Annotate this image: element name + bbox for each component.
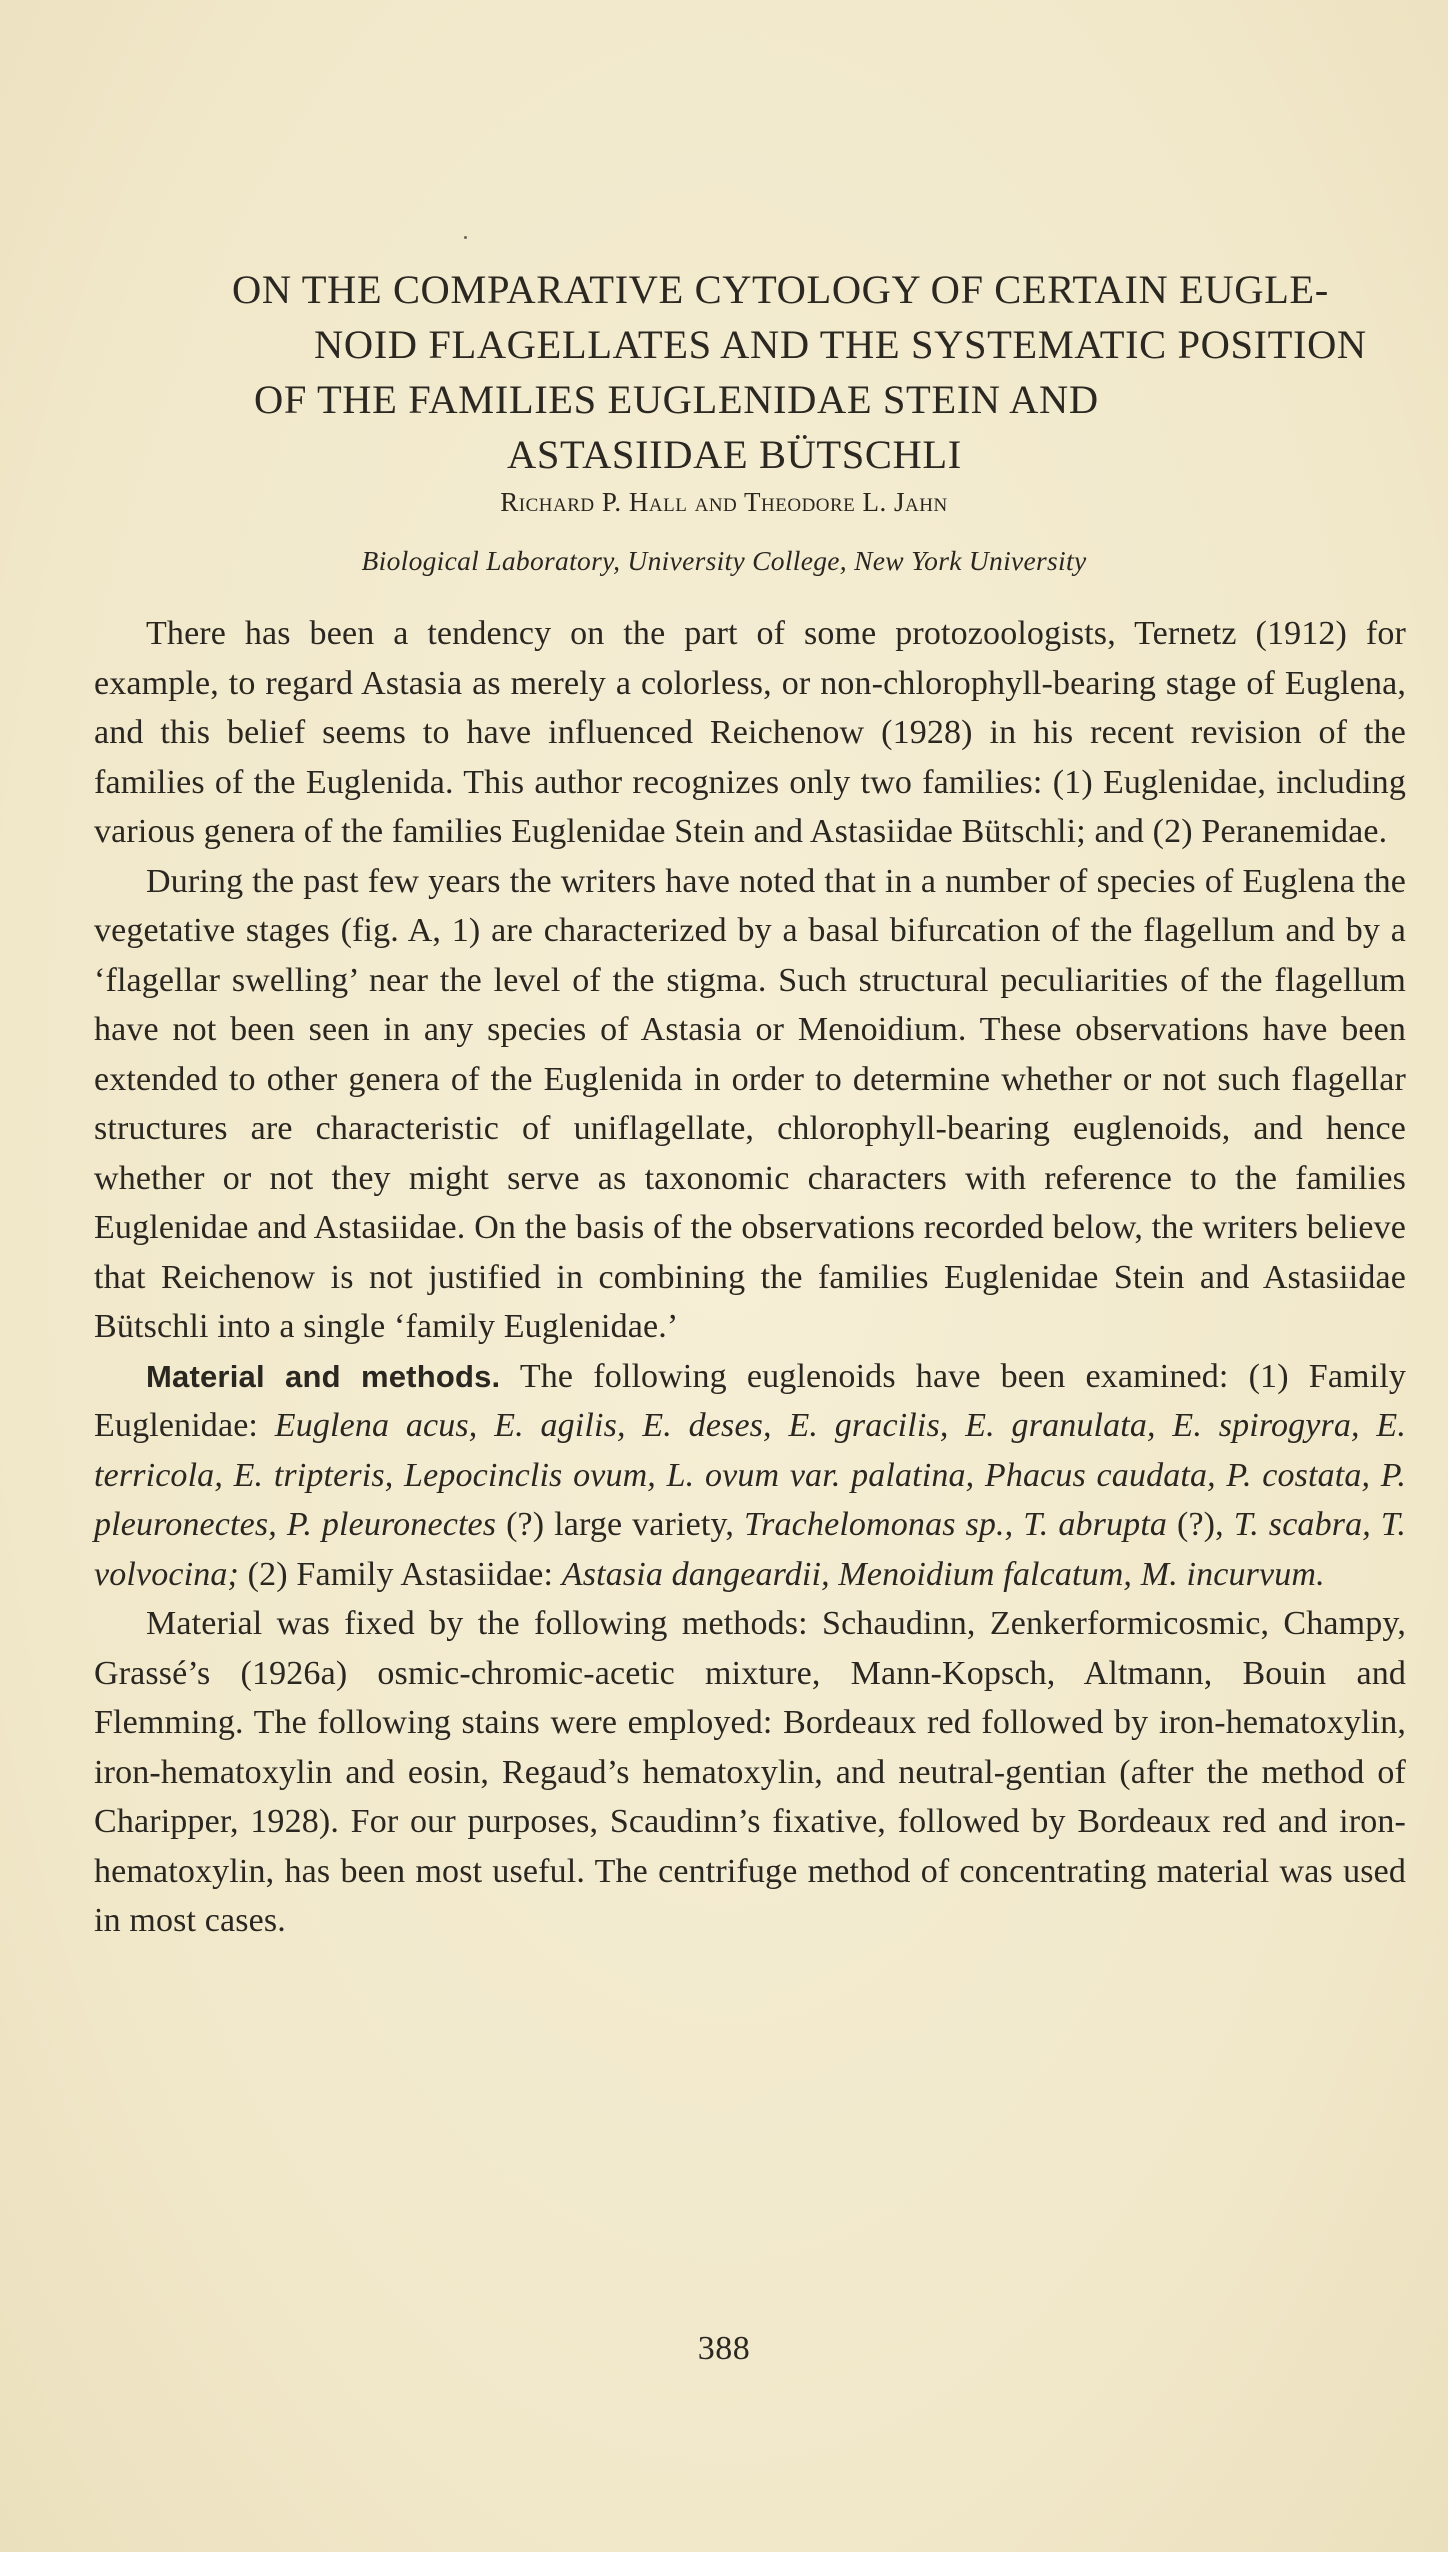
paragraph-material-methods [94, 1352, 1406, 1600]
title-line-3: OF THE FAMILIES EUGLENIDAE STEIN AND [254, 377, 1099, 422]
article-body [94, 609, 1406, 1946]
paragraph-intro: There has been a tendency on the part of some protozoologists, Ternetz (1912) for example, to regard Astasia as merely a colorless, or non-chlorophyll-bearing stage of Euglena, and this belief seems to have influenced Reichenow (1928) in his recent revision of the families of the Euglenida. This author recognizes only two families: (1) Euglenidae, including various genera of the families Euglenidae Stein and Astasiidae Bütschli; and (2) Peranemidae. [94, 615, 1406, 850]
astasiidae-taxa-list: Astasia dangeardii, Menoidium falcatum, M. incurvum. [561, 1555, 1325, 1593]
material-text-mid-2: (?), [1167, 1506, 1234, 1543]
print-speck [464, 236, 467, 239]
material-text-mid-1: (?) large variety, [496, 1506, 744, 1543]
page-number: 388 [697, 2330, 751, 2367]
trachelomonas-taxa: Trachelomonas sp., T. abrupta [743, 1506, 1168, 1543]
title-line-1: ON THE COMPARATIVE CYTOLOGY OF CERTAIN EUGLE- [232, 267, 1329, 312]
author-byline: Richard P. Hall and Theodore L. Jahn [500, 487, 948, 517]
material-text-mid-3: (2) Family Astasiidae: [239, 1555, 562, 1593]
paragraph-fixation-staining: Material was fixed by the following methods: Schaudinn, Zenkerformicosmic, Champy, Grassé’s (1926a) osmic-chromic-acetic mixture, Mann-Kopsch, Altmann, Bouin and Flemming. The following stains were employed: Bordeaux red followed by iron-hematoxylin, iron-hematoxylin and eosin, Regaud’s hematoxylin, and neutral-gentian (after the method of Charipper, 1928). For our purposes, Scaudinn’s fixative, followed by Bordeaux red and iron-hematoxylin, has been most useful. The centrifuge method of concentrating material was used in most cases. [94, 1605, 1406, 1939]
title-line-4: ASTASIIDAE BÜTSCHLI [507, 432, 962, 477]
material-intro-text: The following euglenoids have been examined: (1) Family Euglenidae: [94, 1357, 1406, 1444]
trachelomonas-taxa-2: T. scabra, T. volvocina; [94, 1506, 1407, 1593]
paragraph-observations: During the past few years the writers have noted that in a number of species of Euglena the vegetative stages (fig. A, 1) are characterized by a basal bifurcation of the flagellum and by a ‘flagellar swelling’ near the level of the stigma. Such structural peculiarities of the flagellum have not been seen in any species of Astasia or Menoidium. These observations have been extended to other genera of the Euglenida in order to determine whether or not such flagellar structures are characteristic of uniflagellate, chlorophyll-bearing euglenoids, and hence whether or not they might serve as taxonomic characters with reference to the families Euglenidae and Astasiidae. On the basis of the observations recorded below, the writers believe that Reichenow is not justified in combining the families Euglenidae Stein and Astasiidae Bütschli into a single ‘family Euglenidae.’ [94, 862, 1406, 1345]
article-title [232, 262, 1372, 482]
title-line-2: NOID FLAGELLATES AND THE SYSTEMATIC POSITION [314, 322, 1367, 367]
euglenidae-taxa-list: Euglena acus, E. agilis, E. deses, E. gracilis, E. granulata, E. spirogyra, E. terricola, E. tripteris, Lepocinclis ovum, L. ovum var. palatina, Phacus caudata, P. costata, P. pleuronectes, P. pleuronectes [94, 1407, 1407, 1543]
author-affiliation: Biological Laboratory, University College, New York University [361, 545, 1087, 576]
section-heading-material-methods: Material and methods. [146, 1358, 501, 1394]
